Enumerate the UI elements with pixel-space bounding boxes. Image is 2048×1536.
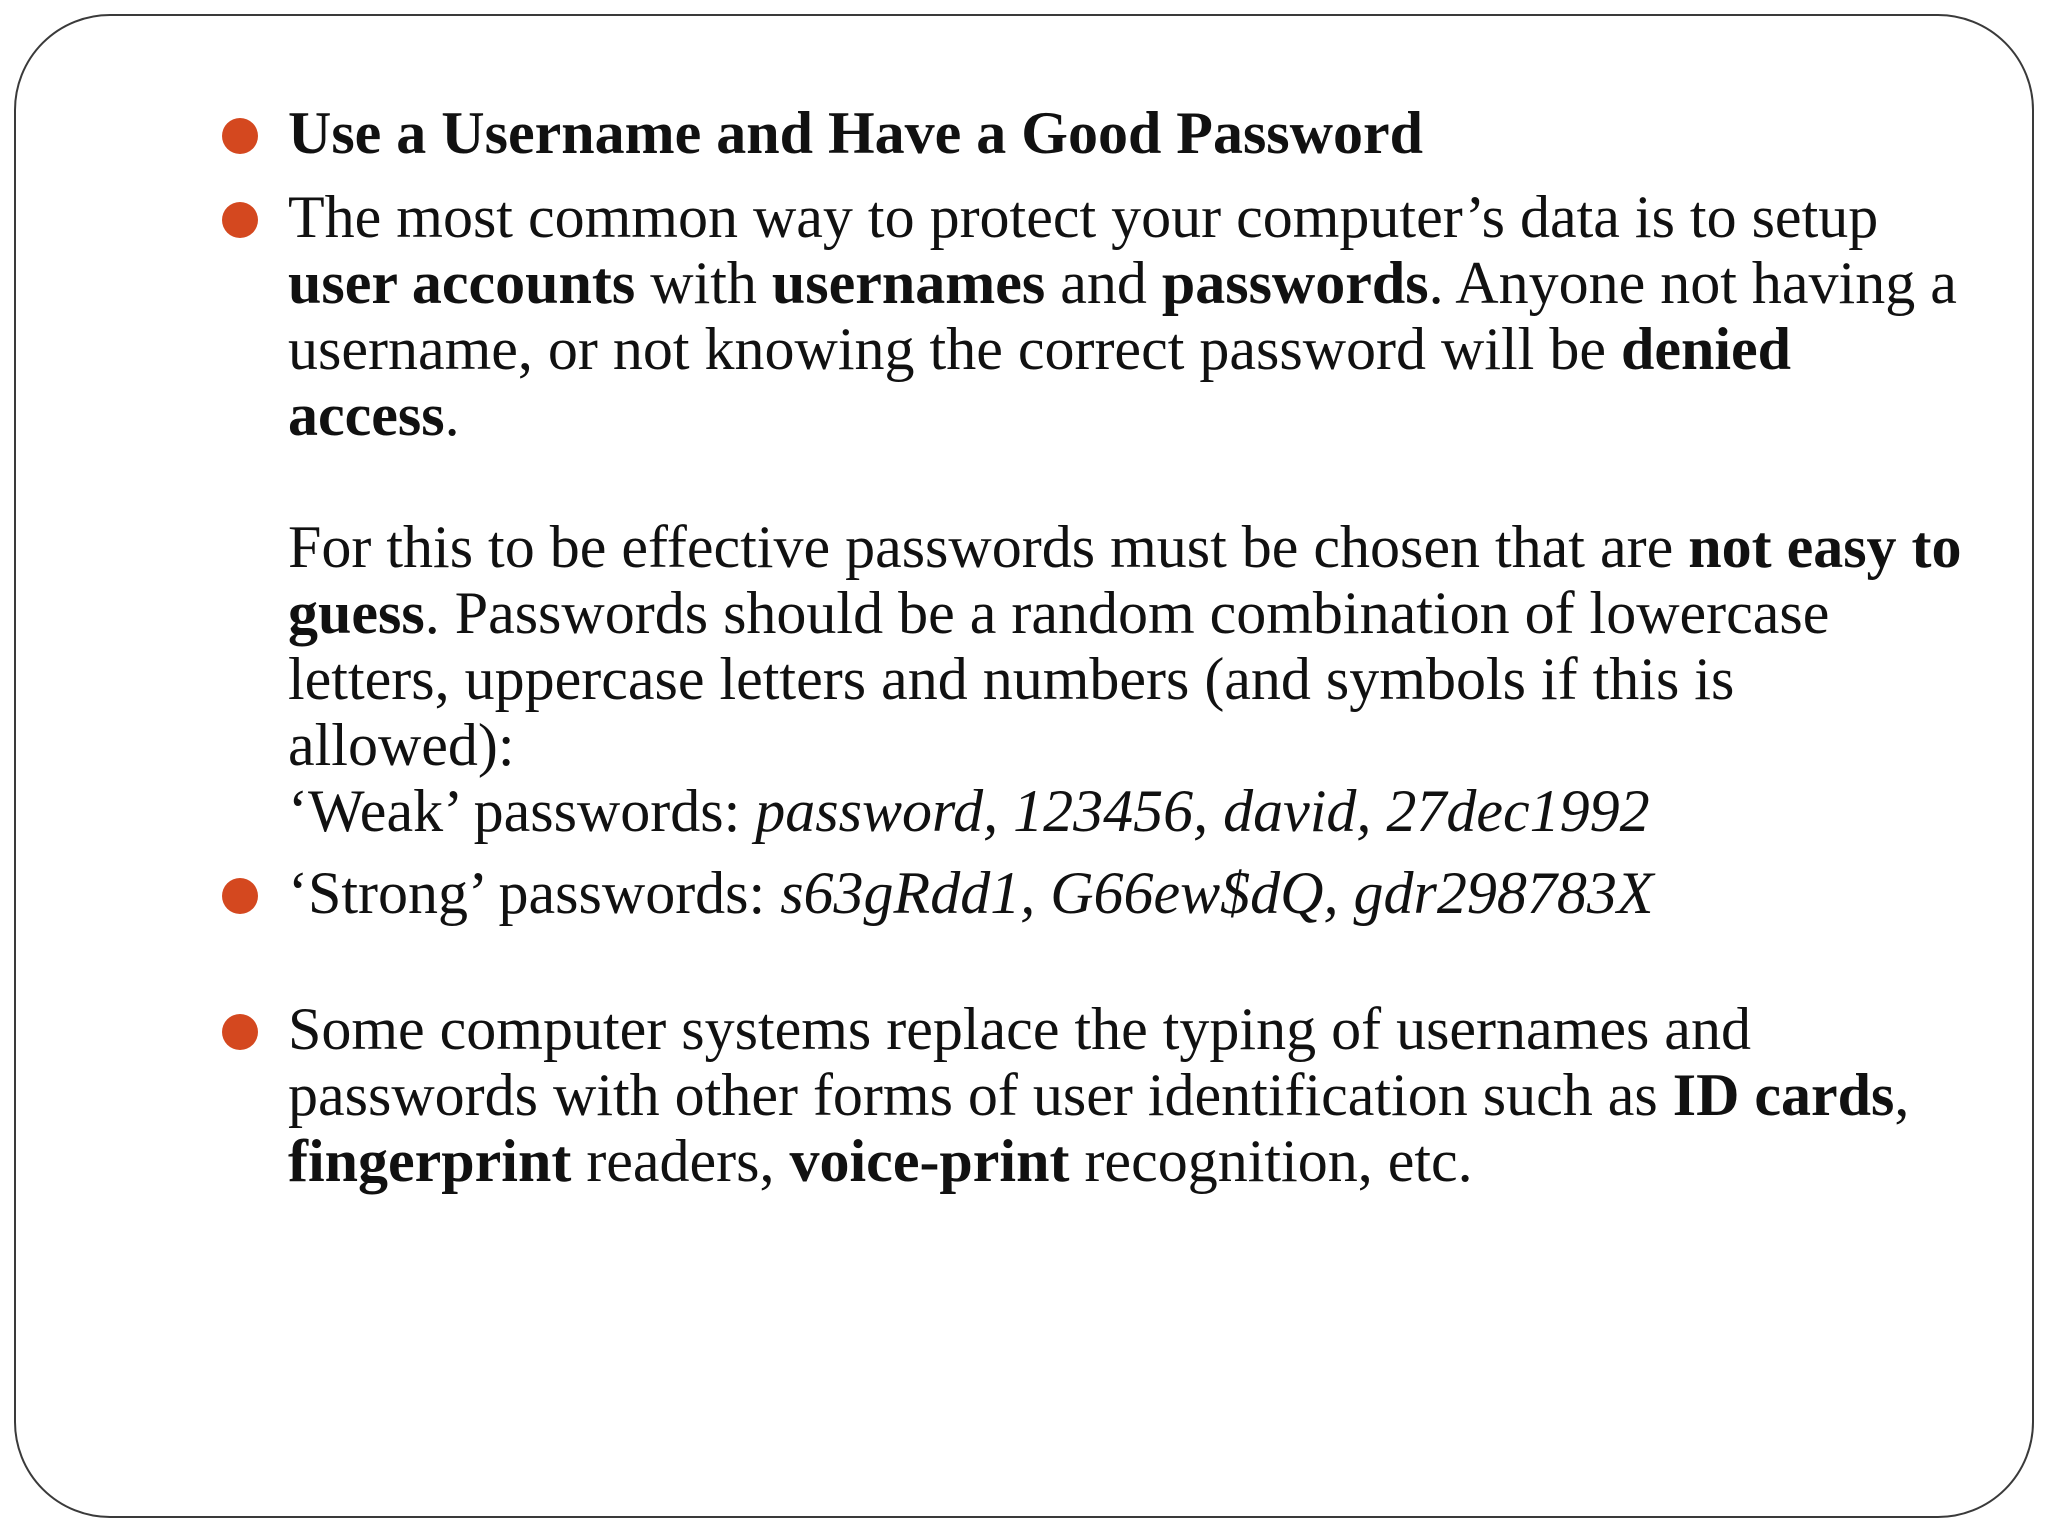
- text-run: . Anyone not having a username, or not knowing the correct password will be: [288, 250, 1957, 382]
- bullet-item-strong-passwords: [214, 860, 1974, 926]
- text-run: readers,: [571, 1128, 790, 1194]
- strong-passwords-label: ‘Strong’ passwords:: [288, 860, 781, 926]
- text-run: and: [1045, 250, 1162, 316]
- bullet-item-passwords: [214, 184, 1974, 844]
- text-run: .: [444, 382, 460, 448]
- text-run: Some computer systems replace the typing of usernames and passwords with other forms of user identification such as: [288, 996, 1751, 1128]
- emphasis-denied-access: denied access: [288, 316, 1792, 448]
- emphasis-voice-print: voice-print: [789, 1128, 1070, 1194]
- weak-passwords-label: ‘Weak’ passwords:: [288, 778, 756, 844]
- emphasis-user-accounts: user accounts: [288, 250, 636, 316]
- paragraph-other-identification: [288, 996, 1974, 1194]
- text-run: The most common way to protect your computer’s data is to setup: [288, 184, 1879, 250]
- emphasis-fingerprint: fingerprint: [288, 1128, 572, 1194]
- bullet-dot-icon: [222, 202, 258, 238]
- paragraph-protect-data: [288, 184, 1974, 448]
- slide-heading: Use a Username and Have a Good Password: [288, 100, 1423, 166]
- emphasis-usernames: usernames: [771, 250, 1046, 316]
- emphasis-id-cards: ID cards: [1672, 1062, 1895, 1128]
- strong-passwords-examples: s63gRdd1, G66ew$dQ, gdr298783X: [780, 860, 1654, 926]
- text-run: with: [635, 250, 772, 316]
- text-run: recognition, etc.: [1069, 1128, 1473, 1194]
- bullet-dot-icon: [222, 878, 258, 914]
- bullet-dot-icon: [222, 1014, 258, 1050]
- emphasis-passwords: passwords: [1161, 250, 1429, 316]
- bullet-item-heading: [214, 100, 1974, 166]
- text-run: For this to be effective passwords must be chosen that are: [288, 514, 1689, 580]
- slide-content: [214, 100, 1974, 1194]
- emphasis-not-easy-to-guess: not easy to guess: [288, 514, 1962, 646]
- paragraph-spacer: [288, 448, 1974, 514]
- paragraph-effective-passwords: [288, 514, 1974, 778]
- text-run: . Passwords should be a random combination of lowercase letters, uppercase letters and numbers (and symbols if this is allowed):: [288, 580, 1830, 778]
- text-run: ,: [1894, 1062, 1910, 1128]
- weak-passwords-examples: password, 123456, david, 27dec1992: [755, 778, 1650, 844]
- weak-passwords-line: [288, 778, 1974, 844]
- bullet-dot-icon: [222, 118, 258, 154]
- bullet-item-other-identification: [214, 996, 1974, 1194]
